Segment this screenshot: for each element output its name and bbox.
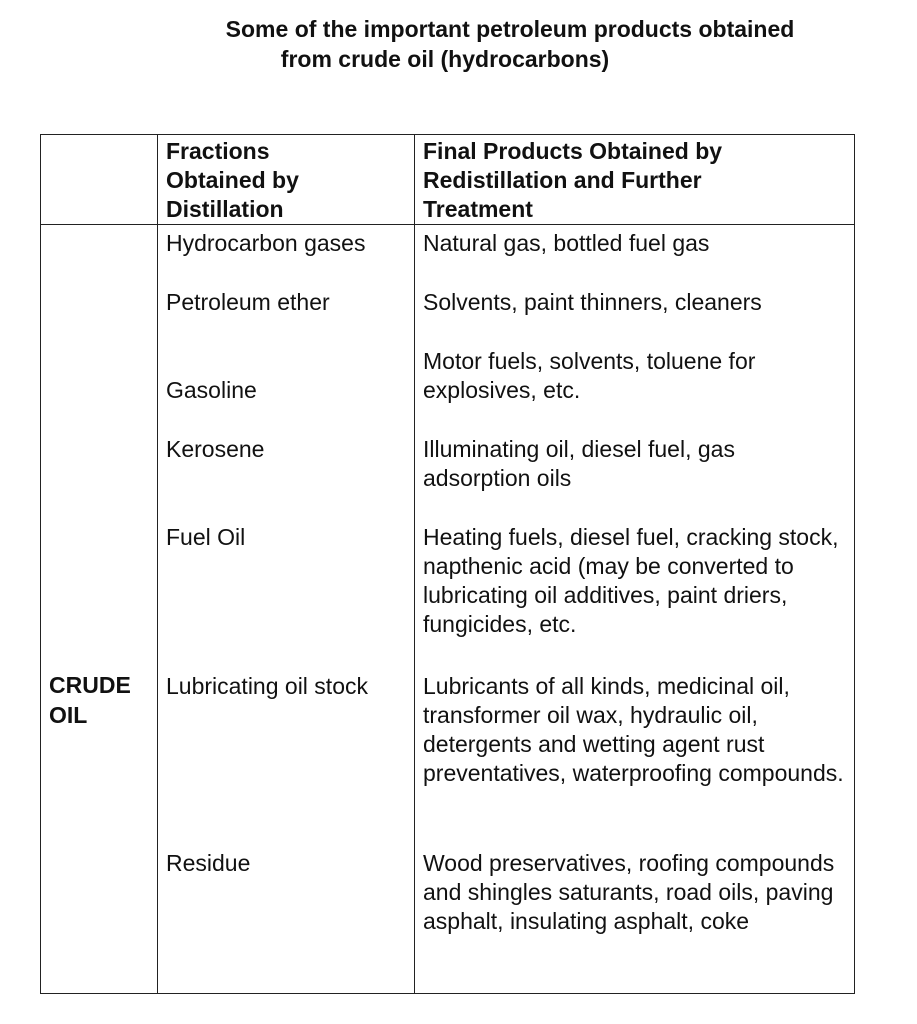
page-title-line-1: Some of the important petroleum products obtained: [225, 16, 795, 42]
products-residue: Wood preservatives, roofing compounds and shingles saturants, road oils, paving asphalt, insulating asphalt, coke: [423, 850, 835, 934]
products-lubricating-oil-stock: Lubricants of all kinds, medicinal oil, transformer oil wax, hydraulic oil, detergents and wetting agent rust preventatives, waterproofing compounds.: [423, 673, 844, 786]
header-fractions-line: Obtained by: [166, 167, 299, 193]
petroleum-products-table: [40, 134, 855, 994]
products-petroleum-ether: Solvents, paint thinners, cleaners: [423, 289, 762, 315]
header-products-line: Treatment: [423, 196, 533, 222]
crude-oil-label-line: OIL: [49, 702, 88, 728]
products-kerosene: Illuminating oil, diesel fuel, gas adsorption oils: [423, 436, 735, 491]
products-gasoline: Motor fuels, solvents, toluene for explosives, etc.: [423, 348, 756, 403]
header-fractions-line: Distillation: [166, 196, 284, 222]
header-fractions-line: Fractions: [166, 138, 270, 164]
header-blank-cell: [41, 135, 158, 225]
products-cell: [415, 225, 855, 994]
products-hydrocarbon-gases: Natural gas, bottled fuel gas: [423, 230, 710, 256]
page-title-line-2: from crude oil (hydrocarbons): [280, 46, 610, 72]
fraction-fuel-oil: Fuel Oil: [166, 524, 246, 550]
fraction-petroleum-ether: Petroleum ether: [166, 289, 330, 315]
fractions-list: [166, 227, 408, 993]
table-body-row: [41, 225, 855, 994]
header-products-line: Final Products Obtained by: [423, 138, 723, 164]
products-fuel-oil: Heating fuels, diesel fuel, cracking stock, napthenic acid (may be converted to lubricating oil additives, paint driers, fungicides, etc.: [423, 524, 839, 637]
crude-oil-cell: [41, 225, 158, 994]
fraction-hydrocarbon-gases: Hydrocarbon gases: [166, 230, 366, 256]
fraction-gasoline: Gasoline: [166, 377, 257, 403]
fraction-lubricating-oil-stock: Lubricating oil stock: [166, 673, 368, 699]
header-fractions: [158, 135, 415, 225]
fraction-kerosene: Kerosene: [166, 436, 265, 462]
header-final-products: [415, 135, 855, 225]
fraction-residue: Residue: [166, 850, 251, 876]
products-list: [423, 227, 848, 993]
crude-oil-label-line: CRUDE: [49, 672, 131, 698]
table-header-row: [41, 135, 855, 225]
crude-oil-label: [49, 670, 151, 730]
header-products-line: Redistillation and Further: [423, 167, 702, 193]
fractions-cell: [158, 225, 415, 994]
